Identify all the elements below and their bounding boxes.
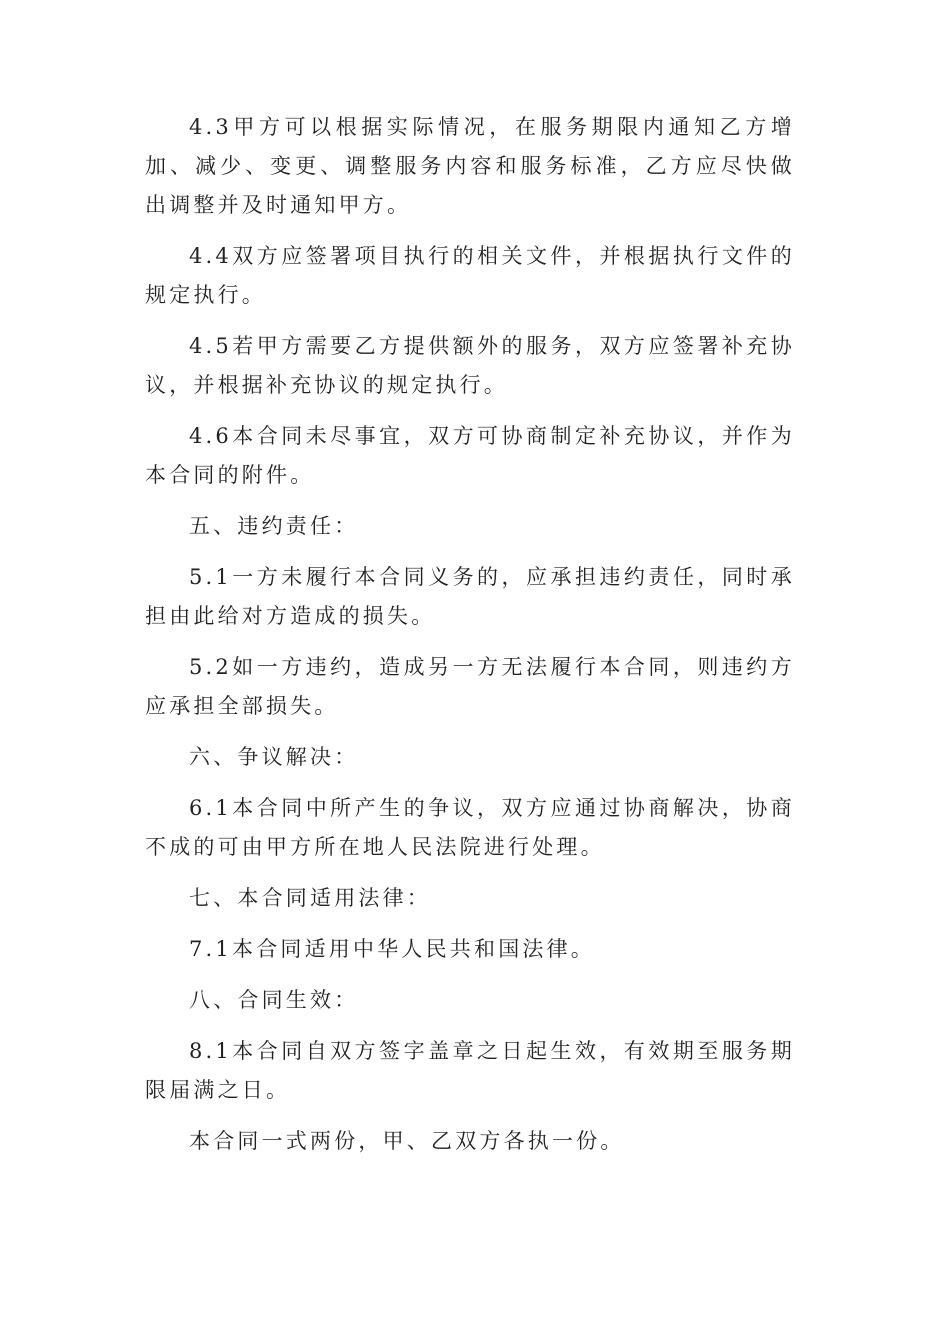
clause-4-6: 4.6本合同未尽事宜，双方可协商制定补充协议，并作为本合同的附件。 [145, 424, 795, 487]
clause-4-5: 4.5若甲方需要乙方提供额外的服务，双方应签署补充协议，并根据补充协议的规定执行。 [145, 334, 795, 397]
clause-4-4: 4.4双方应签署项目执行的相关文件，并根据执行文件的规定执行。 [145, 244, 795, 307]
clause-8-1: 8.1本合同自双方签字盖章之日起生效，有效期至服务期限届满之日。 [145, 1039, 795, 1102]
clause-6-1: 6.1本合同中所产生的争议，双方应通过协商解决，协商不成的可由甲方所在地人民法院进行处理。 [145, 796, 795, 859]
clause-5-2: 5.2如一方违约，造成另一方无法履行本合同，则违约方应承担全部损失。 [145, 655, 795, 718]
section-heading-8: 八、合同生效： [189, 988, 359, 1012]
clause-4-3: 4.3甲方可以根据实际情况，在服务期限内通知乙方增加、减少、变更、调整服务内容和服务标准，乙方应尽快做出调整并及时通知甲方。 [145, 115, 795, 217]
closing-statement: 本合同一式两份，甲、乙双方各执一份。 [189, 1129, 625, 1153]
section-heading-5: 五、违约责任： [189, 514, 359, 538]
section-heading-7: 七、本合同适用法律： [189, 886, 431, 910]
section-heading-6: 六、争议解决： [189, 745, 359, 769]
document-body [145, 108, 795, 1173]
clause-5-1: 5.1一方未履行本合同义务的，应承担违约责任，同时承担由此给对方造成的损失。 [145, 565, 795, 628]
clause-7-1: 7.1本合同适用中华人民共和国法律。 [189, 937, 595, 961]
